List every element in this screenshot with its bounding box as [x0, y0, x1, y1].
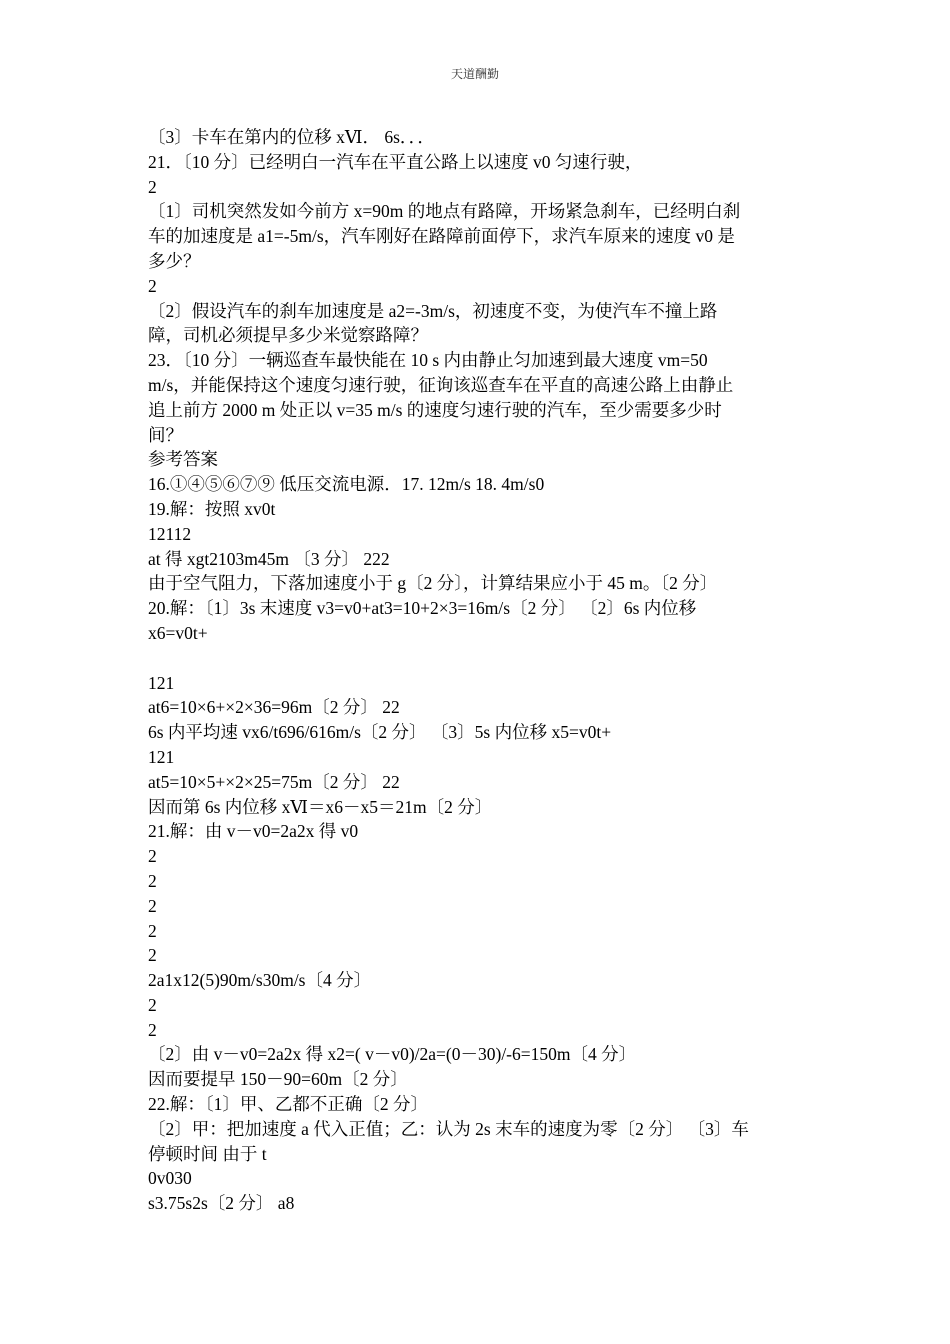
text-line: 由于空气阻力，下落加速度小于 g〔2 分〕，计算结果应小于 45 m。〔2 分〕 [148, 573, 718, 594]
text-line: 2 [148, 176, 157, 197]
text-line: 0v030 [148, 1168, 192, 1189]
text-line: 121 [148, 672, 175, 693]
text-line: 车的加速度是 a1=-5m/s，汽车刚好在路障前面停下，求汽车原来的速度 v0 是 [148, 226, 735, 247]
text-line: 2 [148, 945, 157, 966]
text-line: 〔3〕卡车在第内的位移 xⅥ． 6s．．． [148, 127, 435, 147]
text-line: at5=10×5+×2×25=75m〔2 分〕 22 [148, 771, 400, 792]
text-line: 16.①④⑤⑥⑦⑨ 低压交流电源．17. 12m/s 18. 4m/s0 [148, 474, 545, 495]
text-line: 停顿时间 由于 t [148, 1143, 267, 1164]
text-line: 2a1x12(5)90m/s30m/s〔4 分〕 [148, 970, 372, 991]
text-line: 21．〔10 分〕已经明白一汽车在平直公路上以速度 v0 匀速行驶， [148, 151, 643, 172]
text-line: m/s，并能保持这个速度匀速行驶，征询该巡查车在平直的高速公路上由静止 [148, 374, 734, 395]
text-line: 因而第 6s 内位移 xⅥ＝x6－x5＝21m〔2 分〕 [148, 796, 493, 817]
text-line: at6=10×6+×2×36=96m〔2 分〕 22 [148, 697, 400, 718]
page-header: 天道酬勤 [450, 67, 499, 81]
text-line: 〔2〕甲：把加速度 a 代入正值；乙：认为 2s 末车的速度为零〔2 分〕 〔3〕车 [148, 1118, 749, 1139]
text-line: 多少？ [148, 250, 201, 271]
text-line: at 得 xgt2103m45m 〔3 分〕 222 [148, 548, 390, 569]
text-line: 23．〔10 分〕一辆巡查车最快能在 10 s 内由静止匀加速到最大速度 vm=50 [148, 350, 708, 371]
text-line: 追上前方 2000 m 处正以 v=35 m/s 的速度匀速行驶的汽车，至少需要多少时 [148, 399, 722, 420]
blank-line [148, 646, 818, 671]
text-line: 2 [148, 275, 157, 296]
text-line: 2 [148, 895, 157, 916]
text-line: 19.解：按照 xv0t [148, 498, 276, 519]
text-line: 20.解：〔1〕3s 末速度 v3=v0+at3=10+2×3=16m/s〔2 分〕 〔2〕6s 内位移 [148, 598, 697, 619]
document-body [148, 125, 818, 1216]
text-line: s3.75s2s〔2 分〕 a8 [148, 1193, 295, 1214]
text-line: 22.解：〔1〕甲、乙都不正确〔2 分〕 [148, 1094, 428, 1115]
text-line: 21.解：由 v－v0=2a2x 得 v0 [148, 821, 359, 842]
text-line: 〔2〕假设汽车的刹车加速度是 a2=-3m/s，初速度不变，为使汽车不撞上路 [148, 300, 718, 321]
section-heading: 参考答案 [148, 449, 218, 470]
text-line: 2 [148, 846, 157, 867]
text-line: 6s 内平均速 vx6/t696/616m/s〔2 分〕 〔3〕5s 内位移 x5=v0t+ [148, 722, 612, 743]
text-line: 2 [148, 870, 157, 891]
text-line: 2 [148, 994, 157, 1015]
text-line: 2 [148, 920, 157, 941]
text-line: 因而要提早 150－90=60m〔2 分〕 [148, 1069, 408, 1090]
text-line: 12112 [148, 523, 192, 544]
text-line: 障，司机必须提早多少米觉察路障？ [148, 325, 428, 346]
text-line: 2 [148, 1019, 157, 1040]
text-line: 121 [148, 746, 175, 767]
text-line: 间？ [148, 424, 183, 445]
text-line: 〔2〕由 v－v0=2a2x 得 x2=( v－v0)/2a=(0－30)/-6=150m〔4 分〕 [148, 1044, 637, 1065]
text-line: x6=v0t+ [148, 622, 208, 643]
text-line: 〔1〕司机突然发如今前方 x=90m 的地点有路障，开场紧急刹车，已经明白刹 [148, 201, 741, 222]
